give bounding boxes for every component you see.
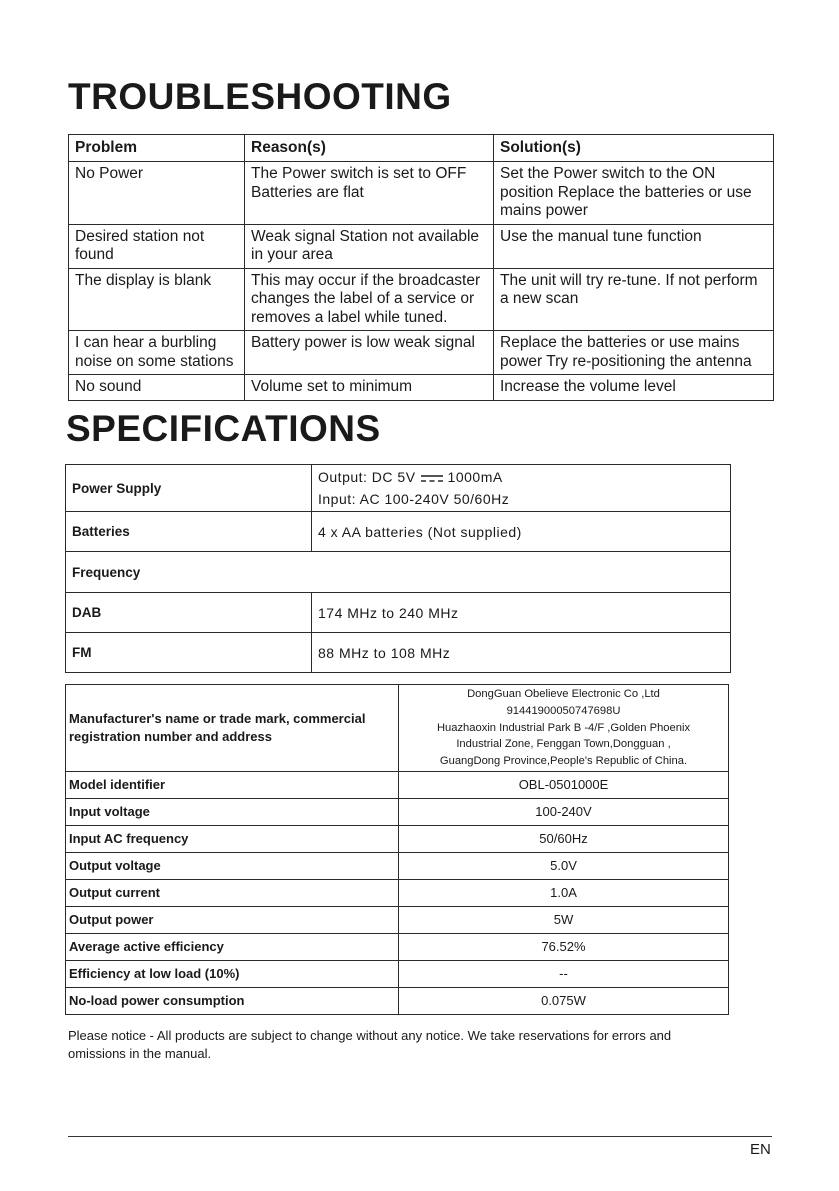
- psu-label: Input AC frequency: [66, 825, 399, 852]
- problem-cell: No sound: [69, 375, 245, 401]
- psu-label: Average active efficiency: [66, 933, 399, 960]
- psu-value: 76.52%: [399, 933, 729, 960]
- power-output-suffix: 1000mA: [447, 469, 503, 485]
- table-row: [66, 825, 729, 852]
- table-row: [66, 960, 729, 987]
- language-code: EN: [750, 1141, 771, 1158]
- table-row: [66, 987, 729, 1014]
- table-row: [69, 162, 774, 225]
- spec-row-dab: [66, 593, 731, 633]
- spec-row-fm: [66, 633, 731, 673]
- power-supply-value: [312, 465, 731, 512]
- reason-cell: Weak signal Station not available in your area: [245, 224, 494, 268]
- troubleshooting-title: TROUBLESHOOTING: [68, 76, 452, 117]
- table-row: [66, 852, 729, 879]
- table-row: [66, 771, 729, 798]
- table-header-row: [69, 135, 774, 162]
- reason-cell: This may occur if the broadcaster changes the label of a service or removes a label while tuned.: [245, 268, 494, 331]
- power-supply-label: Power Supply: [66, 465, 312, 512]
- psu-label: Efficiency at low load (10%): [66, 960, 399, 987]
- manufacturer-value: [399, 685, 729, 772]
- specifications-table: [65, 464, 731, 673]
- manufacturer-line: Industrial Zone, Fenggan Town,Dongguan ,: [456, 738, 671, 751]
- frequency-label: Frequency: [66, 552, 731, 593]
- problem-cell: Desired station not found: [69, 224, 245, 268]
- psu-value: OBL-0501000E: [399, 771, 729, 798]
- solution-cell: Replace the batteries or use mains power Try re-positioning the antenna: [494, 331, 774, 375]
- psu-value: 50/60Hz: [399, 825, 729, 852]
- table-row: [69, 375, 774, 401]
- batteries-value: 4 x AA batteries (Not supplied): [312, 512, 731, 552]
- spec-row-batteries: [66, 512, 731, 552]
- dab-label: DAB: [66, 593, 312, 633]
- table-row: [66, 933, 729, 960]
- psu-label: Input voltage: [66, 798, 399, 825]
- psu-row-manufacturer: [66, 685, 729, 772]
- psu-label: No-load power consumption: [66, 987, 399, 1014]
- solution-cell: The unit will try re-tune. If not perform a new scan: [494, 268, 774, 331]
- troubleshooting-table: [68, 134, 774, 401]
- psu-label: Model identifier: [66, 771, 399, 798]
- power-output-prefix: Output: DC 5V: [318, 469, 416, 485]
- power-output-line: [318, 466, 724, 488]
- psu-value: 100-240V: [399, 798, 729, 825]
- psu-label: Output power: [66, 906, 399, 933]
- solution-cell: Set the Power switch to the ON position Replace the batteries or use mains power: [494, 162, 774, 225]
- notice-text: Please notice - All products are subject to change without any notice. We take reservations for errors and omissions in the manual.: [68, 1028, 672, 1061]
- manufacturer-line: 91441900050747698U: [506, 704, 621, 717]
- table-row: [69, 268, 774, 331]
- spec-row-power-supply: [66, 465, 731, 512]
- problem-cell: No Power: [69, 162, 245, 225]
- specifications-title: SPECIFICATIONS: [66, 408, 381, 449]
- problem-cell: The display is blank: [69, 268, 245, 331]
- table-row: [66, 798, 729, 825]
- solution-cell: Use the manual tune function: [494, 224, 774, 268]
- manufacturer-line: Huazhaoxin Industrial Park B -4/F ,Golden Phoenix: [436, 721, 691, 734]
- spec-row-frequency: [66, 552, 731, 593]
- psu-label: Output voltage: [66, 852, 399, 879]
- fm-label: FM: [66, 633, 312, 673]
- manufacturer-line: DongGuan Obelieve Electronic Co ,Ltd: [467, 688, 660, 700]
- footer-divider: [68, 1136, 772, 1137]
- psu-value: --: [399, 960, 729, 987]
- psu-label: Output current: [66, 879, 399, 906]
- manufacturer-line: GuangDong Province,People's Republic of China.: [439, 755, 688, 768]
- psu-value: 5W: [399, 906, 729, 933]
- table-row: [69, 331, 774, 375]
- table-row: [66, 879, 729, 906]
- dc-symbol-icon: [421, 474, 443, 483]
- power-adapter-table: [65, 684, 729, 1015]
- table-row: [69, 224, 774, 268]
- column-header-problem: Problem: [69, 135, 245, 162]
- reason-cell: Battery power is low weak signal: [245, 331, 494, 375]
- reason-cell: Volume set to minimum: [245, 375, 494, 401]
- solution-cell: Increase the volume level: [494, 375, 774, 401]
- column-header-solution: Solution(s): [494, 135, 774, 162]
- manufacturer-label: Manufacturer's name or trade mark, commercial registration number and address: [66, 685, 399, 772]
- dab-value: 174 MHz to 240 MHz: [312, 593, 731, 633]
- column-header-reason: Reason(s): [245, 135, 494, 162]
- power-input-line: Input: AC 100-240V 50/60Hz: [318, 491, 510, 507]
- fm-value: 88 MHz to 108 MHz: [312, 633, 731, 673]
- psu-value: 5.0V: [399, 852, 729, 879]
- psu-value: 0.075W: [399, 987, 729, 1014]
- psu-value: 1.0A: [399, 879, 729, 906]
- problem-cell: I can hear a burbling noise on some stations: [69, 331, 245, 375]
- table-row: [66, 906, 729, 933]
- batteries-label: Batteries: [66, 512, 312, 552]
- reason-cell: The Power switch is set to OFF Batteries are flat: [245, 162, 494, 225]
